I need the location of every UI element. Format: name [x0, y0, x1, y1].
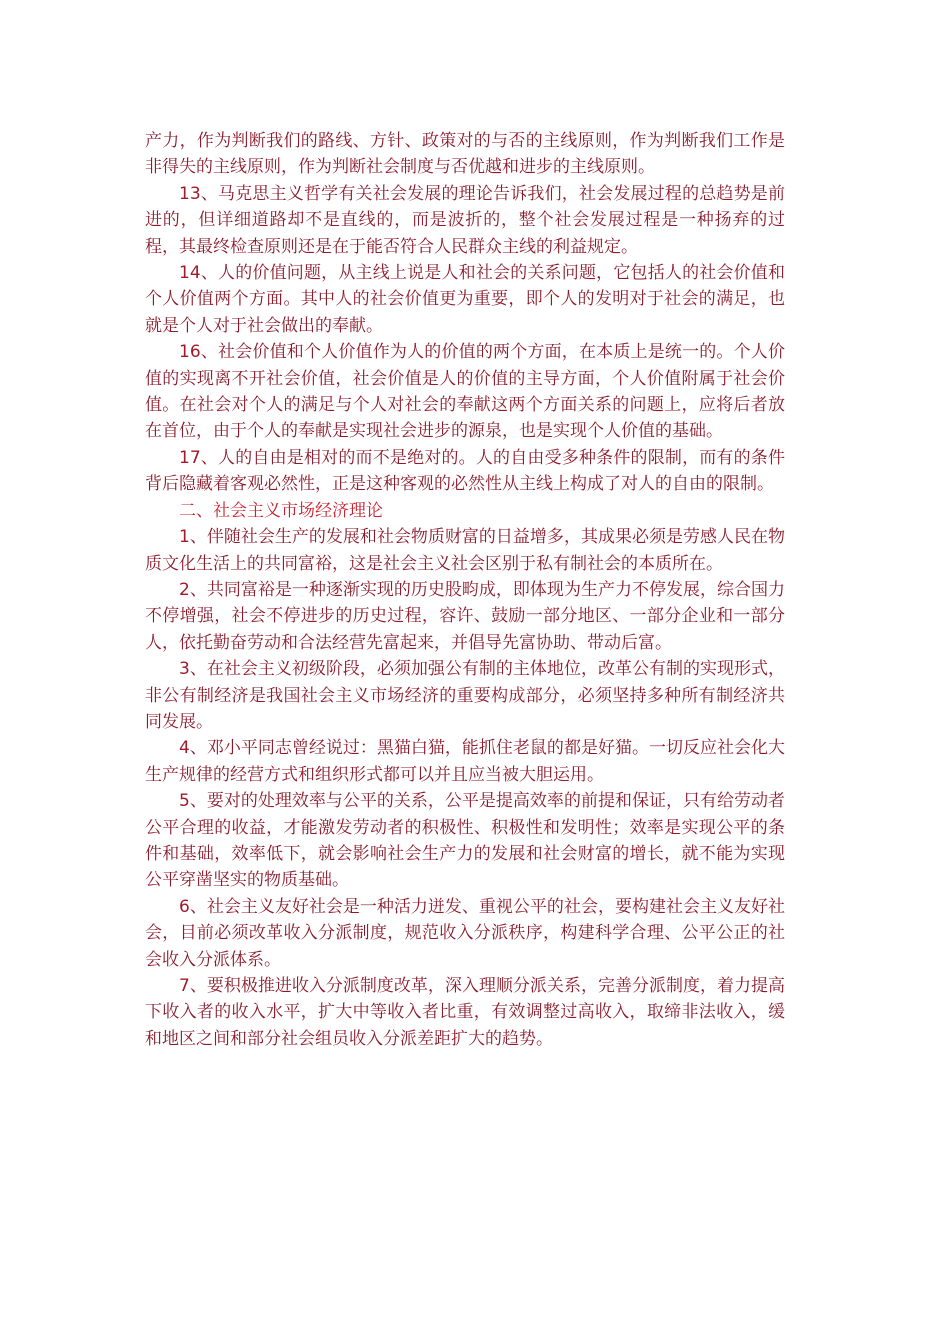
paragraph-1: 1、伴随社会生产的发展和社会物质财富的日益增多，其成果必须是劳感人民在物质文化生活上的共同富裕，这是社会主义社会区别于私有制社会的本质所在。 — [145, 527, 785, 574]
paragraph-5: 5、要对的处理效率与公平的关系，公平是提高效率的前提和保证，只有给劳动者公平合理的收益，才能激发劳动者的积极性、积极性和发明性；效率是实现公平的条件和基础，效率低下，就会影响社会生产力的发展和社会财富的增长，就不能为实现公平穿凿坚实的物质基础。 — [145, 791, 785, 891]
paragraph-3: 3、在社会主义初级阶段，必须加强公有制的主体地位，改革公有制的实现形式，非公有制经济是我国社会主义市场经济的重要构成部分，必须坚持多种所有制经济共同发展。 — [145, 659, 785, 732]
item-number: 5 — [179, 791, 190, 812]
paragraph-6: 6、社会主义友好社会是一种活力迸发、重视公平的社会，要构建社会主义友好社会，目前必须改革收入分派制度，规范收入分派秩序，构建科学合理、公平公正的社会收入分派体系。 — [145, 896, 785, 970]
item-number: 1 — [179, 527, 190, 548]
item-number: 17 — [179, 447, 201, 468]
paragraph-14: 14、人的价值问题，从主线上说是人和社会的关系问题，它包括人的社会价值和个人价值两个方面。其中人的社会价值更为重要，即个人的发明对于社会的满足，也就是个人对于社会做出的奉献。 — [145, 263, 785, 336]
paragraph-17: 17、人的自由是相对的而不是绝对的。人的自由受多种条件的限制，而有的条件背后隐藏着客观必然性，正是这种客观的必然性从主线上构成了对人的自由的限制。 — [145, 447, 785, 495]
item-number: 7 — [179, 976, 190, 996]
paragraph-2: 2、共同富裕是一种逐渐实现的历史股畇成，即体现为生产力不停发展，综合国力不停增强，社会不停进步的历史过程，容许、鼓励一部分地区、一部分企业和一部分人，依托勤奋劳动和合法经营先富起来，并倡导先富协助、带动后富。 — [145, 579, 785, 653]
item-number: 4 — [179, 738, 190, 759]
paragraph-7: 7、要积极推进收入分派制度改革，深入理顺分派关系，完善分派制度，着力提高下收入者的收入水平，扩大中等收入者比重，有效调整过高收入，取缔非法收入，缓和地区之间和部分社会组员收入分派差距扩大的趋势。 — [145, 976, 785, 1049]
item-number: 14 — [179, 263, 201, 284]
item-number: 16 — [179, 342, 201, 363]
item-number: 3 — [179, 659, 190, 680]
item-number: 6 — [179, 896, 190, 917]
section-heading: 二、社会主义市场经济理论 — [179, 500, 383, 521]
item-number: 2 — [179, 579, 190, 600]
item-number: 13 — [179, 183, 201, 204]
document-body — [145, 128, 785, 1052]
paragraph-16: 16、社会价值和个人价值作为人的价值的两个方面，在本质上是统一的。个人价值的实现离不开社会价值，社会价值是人的价值的主导方面，个人价值附属于社会价值。在社会对个人的满足与个人对社会的奉献这两个方面关系的问题上，应将后者放在首位，由于个人的奉献是实现社会进步的源泉，也是实现个人价值的基础。 — [145, 342, 785, 442]
paragraph-13: 13、马克思主义哲学有关社会发展的理论告诉我们，社会发展过程的总趋势是前进的，但详细道路却不是直线的，而是波折的，整个社会发展过程是一种扬弃的过程，其最终检查原则还是在于能否符合人民群众主线的利益规定。 — [145, 183, 785, 257]
paragraph-continuation: 产力，作为判断我们的路线、方针、政策对的与否的主线原则，作为判断我们工作是非得失的主线原则，作为判断社会制度与否优越和进步的主线原则。 — [145, 131, 785, 178]
paragraph-4: 4、邓小平同志曾经说过：黑猫白猫，能抓住老鼠的都是好猫。一切反应社会化大生产规律的经营方式和组织形式都可以并且应当被大胆运用。 — [145, 738, 785, 785]
